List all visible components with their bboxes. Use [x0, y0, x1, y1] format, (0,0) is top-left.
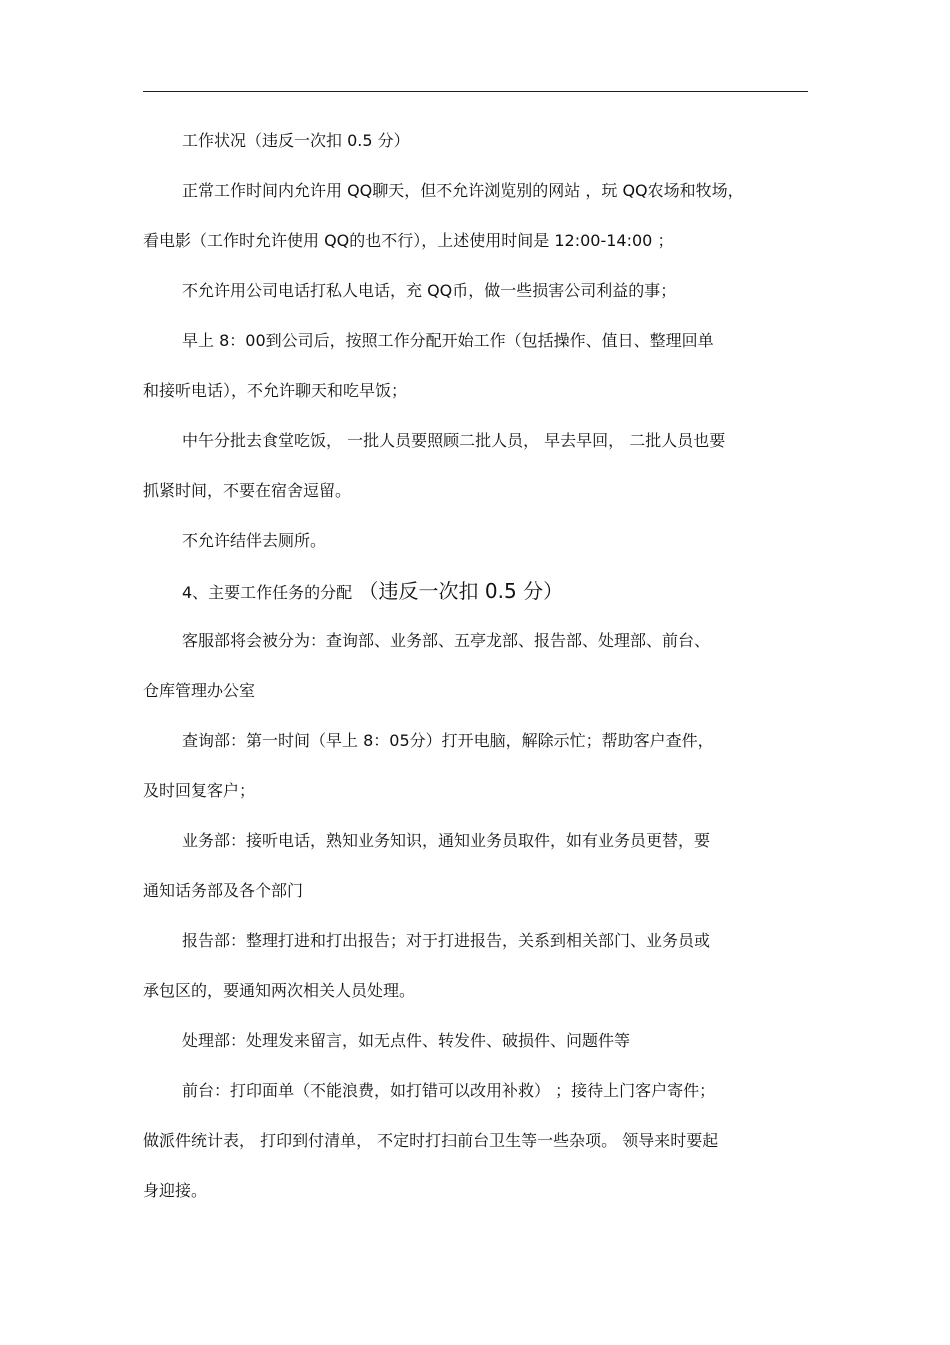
paragraph-line: 工作状况（违反一次扣 0.5 分） — [182, 131, 410, 150]
paragraph-line: 处理部：处理发来留言，如无点件、转发件、破损件、问题件等 — [182, 1031, 631, 1050]
section-heading — [143, 574, 808, 624]
paragraph-line: 前台：打印面单（不能浪费，如打错可以改用补救） ；接待上门客户寄件； — [182, 1081, 716, 1100]
section-heading-penalty: （违反一次扣 0.5 分） — [352, 579, 564, 603]
section-heading-title: 4、主要工作任务的分配 — [182, 583, 353, 602]
paragraph-line: 不允许用公司电话打私人电话，充 QQ币，做一些损害公司利益的事； — [182, 281, 677, 300]
paragraph-line: 抓紧时间，不要在宿舍逗留。 — [143, 481, 352, 500]
paragraph-line: 仓库管理办公室 — [143, 681, 256, 700]
paragraph-line: 做派件统计表， 打印到付清单， 不定时打扫前台卫生等一些杂项。 领导来时要起 — [143, 1131, 719, 1150]
header-divider — [143, 91, 808, 92]
paragraph-line: 身迎接。 — [143, 1181, 208, 1200]
paragraph-line: 中午分批去食堂吃饭， 一批人员要照顾二批人员， 早去早回， 二批人员也要 — [182, 431, 726, 450]
document-body — [143, 124, 808, 1224]
paragraph-line: 承包区的，要通知两次相关人员处理。 — [143, 981, 416, 1000]
paragraph-line: 不允许结伴去厕所。 — [182, 531, 327, 550]
paragraph-line: 及时回复客户； — [143, 781, 256, 800]
paragraph-line: 业务部：接听电话，熟知业务知识，通知业务员取件，如有业务员更替，要 — [182, 831, 711, 850]
paragraph-line: 查询部：第一时间（早上 8：05分）打开电脑，解除示忙；帮助客户查件， — [182, 731, 714, 750]
paragraph-line: 看电影（工作时允许使用 QQ的也不行），上述使用时间是 12:00-14:00 ； — [143, 231, 674, 250]
paragraph-line: 早上 8：00到公司后，按照工作分配开始工作（包括操作、值日、整理回单 — [182, 331, 714, 350]
paragraph-line: 通知话务部及各个部门 — [143, 881, 304, 900]
paragraph-line: 正常工作时间内允许用 QQ聊天，但不允许浏览别的网站 ，玩 QQ农场和牧场， — [182, 181, 744, 200]
paragraph-line: 客服部将会被分为：查询部、业务部、五亭龙部、报告部、处理部、前台、 — [182, 631, 711, 650]
paragraph-line: 和接听电话），不允许聊天和吃早饭； — [143, 381, 408, 400]
paragraph-line: 报告部：整理打进和打出报告；对于打进报告，关系到相关部门、业务员或 — [182, 931, 711, 950]
